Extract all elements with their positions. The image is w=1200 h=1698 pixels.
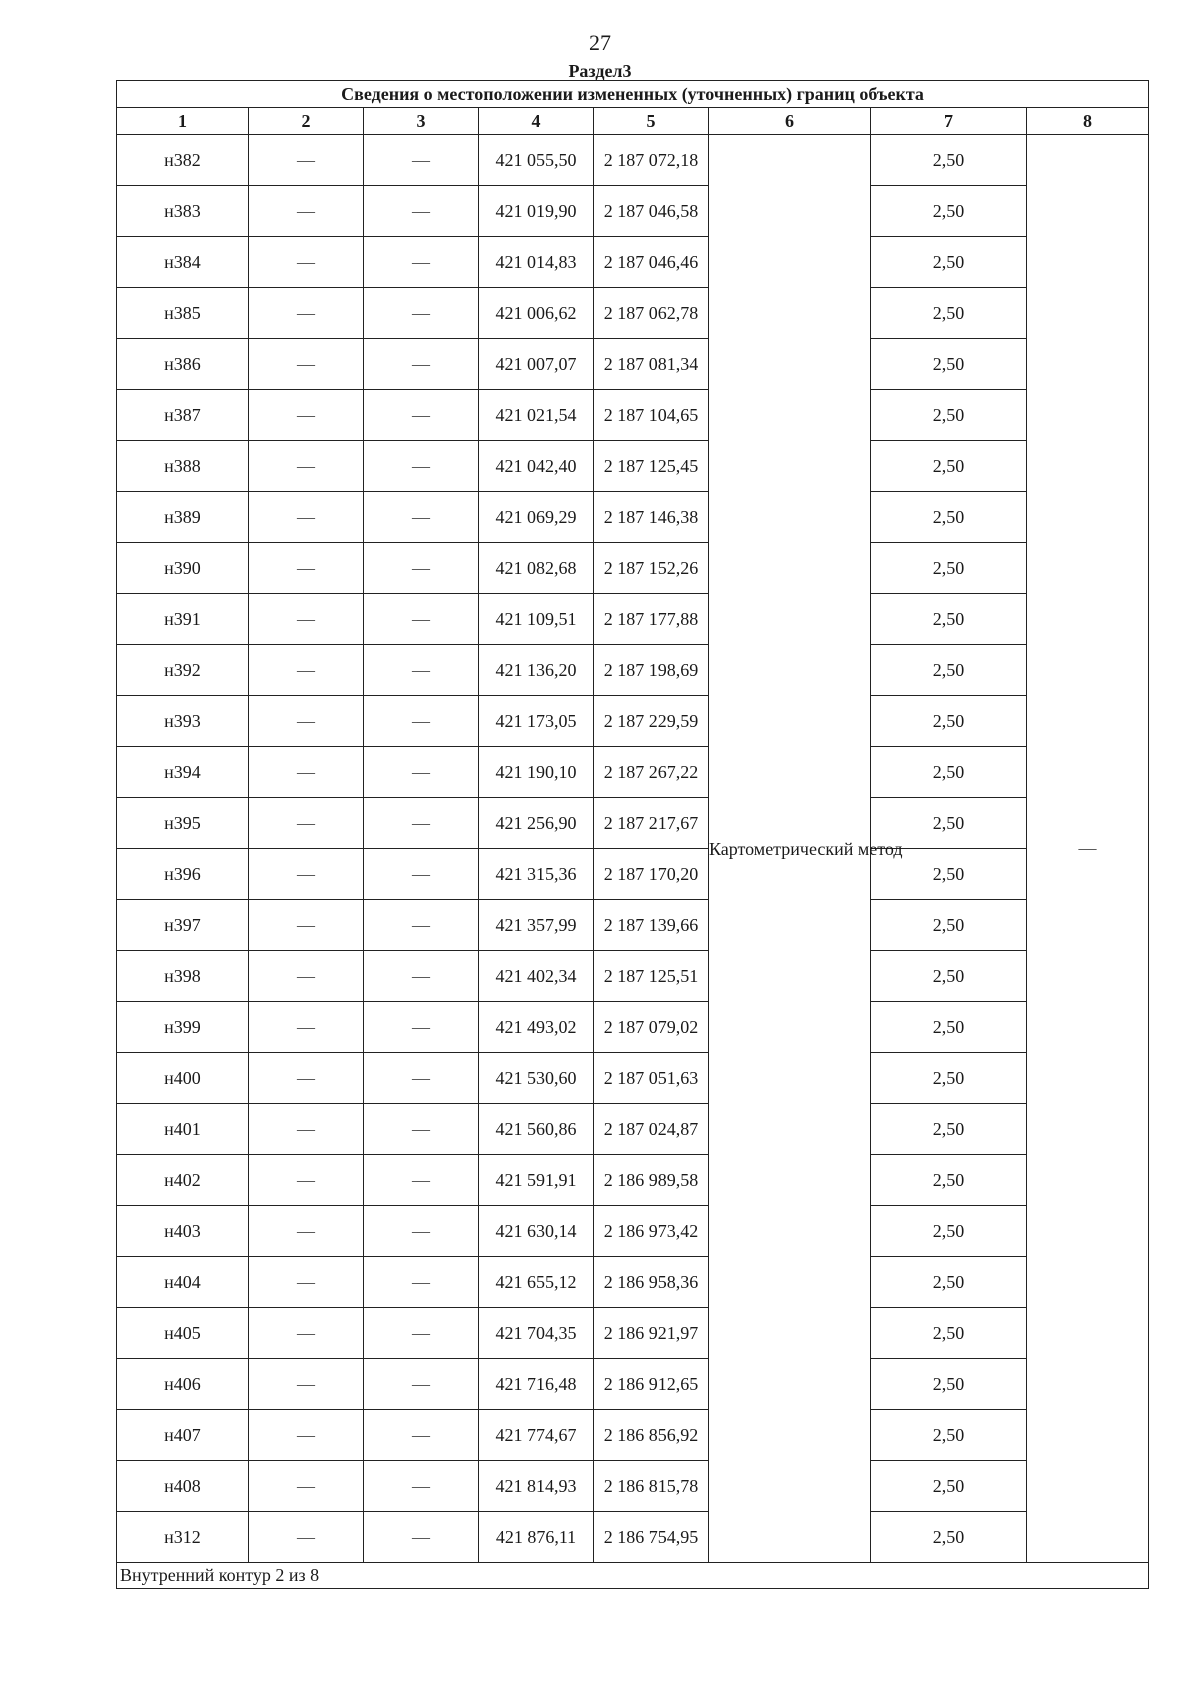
x-coordinate-cell: 421 774,67 [479,1410,594,1461]
table-caption: Сведения о местоположении измененных (уточненных) границ объекта [117,81,1149,108]
col2-cell: — [249,1206,364,1257]
accuracy-cell: 2,50 [871,339,1027,390]
accuracy-cell: 2,50 [871,492,1027,543]
y-coordinate-cell: 2 187 217,67 [594,798,709,849]
y-coordinate-cell: 2 187 198,69 [594,645,709,696]
x-coordinate-cell: 421 007,07 [479,339,594,390]
accuracy-cell: 2,50 [871,390,1027,441]
point-id-cell: н402 [117,1155,249,1206]
point-id-cell: н387 [117,390,249,441]
x-coordinate-cell: 421 560,86 [479,1104,594,1155]
point-id-cell: н396 [117,849,249,900]
table-row [117,135,1149,186]
accuracy-cell: 2,50 [871,1155,1027,1206]
y-coordinate-cell: 2 187 051,63 [594,1053,709,1104]
accuracy-cell: 2,50 [871,900,1027,951]
table-row [117,1359,1149,1410]
col2-cell: — [249,1002,364,1053]
column-number: 8 [1027,108,1149,135]
point-id-cell: н405 [117,1308,249,1359]
table-row [117,696,1149,747]
x-coordinate-cell: 421 042,40 [479,441,594,492]
col3-cell: — [364,696,479,747]
col2-cell: — [249,441,364,492]
col3-cell: — [364,645,479,696]
accuracy-cell: 2,50 [871,645,1027,696]
x-coordinate-cell: 421 704,35 [479,1308,594,1359]
col2-cell: — [249,339,364,390]
point-id-cell: н386 [117,339,249,390]
y-coordinate-cell: 2 186 958,36 [594,1257,709,1308]
x-coordinate-cell: 421 530,60 [479,1053,594,1104]
y-coordinate-cell: 2 187 152,26 [594,543,709,594]
accuracy-cell: 2,50 [871,441,1027,492]
y-coordinate-cell: 2 186 815,78 [594,1461,709,1512]
col2-cell: — [249,237,364,288]
table-row [117,900,1149,951]
x-coordinate-cell: 421 630,14 [479,1206,594,1257]
table-row [117,747,1149,798]
y-coordinate-cell: 2 187 229,59 [594,696,709,747]
table-row [117,339,1149,390]
col2-cell: — [249,594,364,645]
accuracy-cell: 2,50 [871,135,1027,186]
accuracy-cell: 2,50 [871,1002,1027,1053]
table-row [117,1512,1149,1563]
table-row [117,1257,1149,1308]
col3-cell: — [364,747,479,798]
col3-cell: — [364,1257,479,1308]
accuracy-cell: 2,50 [871,1410,1027,1461]
x-coordinate-cell: 421 402,34 [479,951,594,1002]
col3-cell: — [364,849,479,900]
col3-cell: — [364,1308,479,1359]
point-id-cell: н390 [117,543,249,594]
accuracy-cell: 2,50 [871,1308,1027,1359]
point-id-cell: н383 [117,186,249,237]
accuracy-cell: 2,50 [871,1206,1027,1257]
point-id-cell: н404 [117,1257,249,1308]
column-number: 3 [364,108,479,135]
col3-cell: — [364,1002,479,1053]
table-row [117,849,1149,900]
col3-cell: — [364,1461,479,1512]
table-row [117,645,1149,696]
y-coordinate-cell: 2 186 856,92 [594,1410,709,1461]
y-coordinate-cell: 2 187 024,87 [594,1104,709,1155]
accuracy-cell: 2,50 [871,543,1027,594]
col3-cell: — [364,1410,479,1461]
point-id-cell: н389 [117,492,249,543]
accuracy-cell: 2,50 [871,1053,1027,1104]
col3-cell: — [364,339,479,390]
col3-cell: — [364,1206,479,1257]
col2-cell: — [249,1155,364,1206]
point-id-cell: н393 [117,696,249,747]
x-coordinate-cell: 421 021,54 [479,390,594,441]
table-row [117,1002,1149,1053]
col3-cell: — [364,594,479,645]
accuracy-cell: 2,50 [871,594,1027,645]
x-coordinate-cell: 421 014,83 [479,237,594,288]
y-coordinate-cell: 2 187 125,45 [594,441,709,492]
point-id-cell: н403 [117,1206,249,1257]
col2-cell: — [249,798,364,849]
y-coordinate-cell: 2 187 072,18 [594,135,709,186]
point-id-cell: н408 [117,1461,249,1512]
x-coordinate-cell: 421 019,90 [479,186,594,237]
table-row [117,441,1149,492]
table-row [117,951,1149,1002]
x-coordinate-cell: 421 069,29 [479,492,594,543]
col2-cell: — [249,1410,364,1461]
col2-cell: — [249,1461,364,1512]
point-id-cell: н384 [117,237,249,288]
col2-cell: — [249,696,364,747]
point-id-cell: н401 [117,1104,249,1155]
accuracy-cell: 2,50 [871,1359,1027,1410]
col2-cell: — [249,1053,364,1104]
x-coordinate-cell: 421 082,68 [479,543,594,594]
boundary-table [116,80,1149,1589]
table-row [117,1104,1149,1155]
col3-cell: — [364,288,479,339]
x-coordinate-cell: 421 136,20 [479,645,594,696]
point-id-cell: н398 [117,951,249,1002]
accuracy-cell: 2,50 [871,1512,1027,1563]
y-coordinate-cell: 2 187 062,78 [594,288,709,339]
accuracy-cell: 2,50 [871,849,1027,900]
table-row [117,390,1149,441]
table-row [117,798,1149,849]
col3-cell: — [364,543,479,594]
y-coordinate-cell: 2 186 973,42 [594,1206,709,1257]
table-row [117,237,1149,288]
col3-cell: — [364,492,479,543]
x-coordinate-cell: 421 190,10 [479,747,594,798]
y-coordinate-cell: 2 187 146,38 [594,492,709,543]
y-coordinate-cell: 2 187 177,88 [594,594,709,645]
col3-cell: — [364,1155,479,1206]
col2-cell: — [249,900,364,951]
col2-cell: — [249,492,364,543]
y-coordinate-cell: 2 186 912,65 [594,1359,709,1410]
point-id-cell: н382 [117,135,249,186]
section-title: Раздел3 [568,61,632,81]
col3-cell: — [364,237,479,288]
col2-cell: — [249,390,364,441]
accuracy-cell: 2,50 [871,798,1027,849]
accuracy-cell: 2,50 [871,951,1027,1002]
table-row [117,288,1149,339]
y-coordinate-cell: 2 187 079,02 [594,1002,709,1053]
point-id-cell: н399 [117,1002,249,1053]
contour-note: Внутренний контур 2 из 8 [117,1563,1149,1589]
table-row [117,594,1149,645]
accuracy-cell: 2,50 [871,237,1027,288]
y-coordinate-cell: 2 187 046,58 [594,186,709,237]
page-number: 27 [589,30,611,55]
col2-cell: — [249,1308,364,1359]
x-coordinate-cell: 421 716,48 [479,1359,594,1410]
accuracy-cell: 2,50 [871,1257,1027,1308]
method-cell: Картометрический метод [709,135,871,1563]
table-row [117,1461,1149,1512]
col3-cell: — [364,1512,479,1563]
point-id-cell: н400 [117,1053,249,1104]
col3-cell: — [364,900,479,951]
point-id-cell: н406 [117,1359,249,1410]
col2-cell: — [249,1257,364,1308]
x-coordinate-cell: 421 655,12 [479,1257,594,1308]
column-number: 1 [117,108,249,135]
point-id-cell: н391 [117,594,249,645]
table-row [117,186,1149,237]
accuracy-cell: 2,50 [871,186,1027,237]
point-id-cell: н312 [117,1512,249,1563]
accuracy-cell: 2,50 [871,288,1027,339]
table-row [117,1155,1149,1206]
col2-cell: — [249,1359,364,1410]
point-id-cell: н407 [117,1410,249,1461]
y-coordinate-cell: 2 186 754,95 [594,1512,709,1563]
col2-cell: — [249,186,364,237]
column-number: 7 [871,108,1027,135]
y-coordinate-cell: 2 187 170,20 [594,849,709,900]
table-row [117,1308,1149,1359]
col2-cell: — [249,645,364,696]
accuracy-cell: 2,50 [871,696,1027,747]
column-number-row [117,108,1149,135]
col2-cell: — [249,747,364,798]
col2-cell: — [249,1512,364,1563]
point-id-cell: н388 [117,441,249,492]
x-coordinate-cell: 421 876,11 [479,1512,594,1563]
col3-cell: — [364,1104,479,1155]
column-number: 4 [479,108,594,135]
x-coordinate-cell: 421 315,36 [479,849,594,900]
col3-cell: — [364,1359,479,1410]
accuracy-cell: 2,50 [871,1461,1027,1512]
point-id-cell: н394 [117,747,249,798]
y-coordinate-cell: 2 186 989,58 [594,1155,709,1206]
x-coordinate-cell: 421 493,02 [479,1002,594,1053]
col2-cell: — [249,951,364,1002]
col3-cell: — [364,135,479,186]
y-coordinate-cell: 2 187 081,34 [594,339,709,390]
col3-cell: — [364,798,479,849]
point-id-cell: н392 [117,645,249,696]
col2-cell: — [249,849,364,900]
column-number: 5 [594,108,709,135]
col3-cell: — [364,951,479,1002]
x-coordinate-cell: 421 591,91 [479,1155,594,1206]
col3-cell: — [364,390,479,441]
accuracy-cell: 2,50 [871,747,1027,798]
x-coordinate-cell: 421 109,51 [479,594,594,645]
x-coordinate-cell: 421 173,05 [479,696,594,747]
x-coordinate-cell: 421 055,50 [479,135,594,186]
x-coordinate-cell: 421 256,90 [479,798,594,849]
y-coordinate-cell: 2 187 125,51 [594,951,709,1002]
x-coordinate-cell: 421 814,93 [479,1461,594,1512]
column-number: 2 [249,108,364,135]
point-id-cell: н397 [117,900,249,951]
y-coordinate-cell: 2 187 046,46 [594,237,709,288]
x-coordinate-cell: 421 006,62 [479,288,594,339]
col2-cell: — [249,1104,364,1155]
table-row [117,1410,1149,1461]
col3-cell: — [364,441,479,492]
table-row [117,492,1149,543]
y-coordinate-cell: 2 187 104,65 [594,390,709,441]
col3-cell: — [364,1053,479,1104]
col2-cell: — [249,135,364,186]
x-coordinate-cell: 421 357,99 [479,900,594,951]
table-row [117,1053,1149,1104]
y-coordinate-cell: 2 187 139,66 [594,900,709,951]
point-id-cell: н385 [117,288,249,339]
col2-cell: — [249,543,364,594]
table-row [117,543,1149,594]
accuracy-cell: 2,50 [871,1104,1027,1155]
y-coordinate-cell: 2 187 267,22 [594,747,709,798]
point-id-cell: н395 [117,798,249,849]
col8-cell: — [1027,135,1149,1563]
col2-cell: — [249,288,364,339]
col3-cell: — [364,186,479,237]
table-row [117,1206,1149,1257]
column-number: 6 [709,108,871,135]
y-coordinate-cell: 2 186 921,97 [594,1308,709,1359]
